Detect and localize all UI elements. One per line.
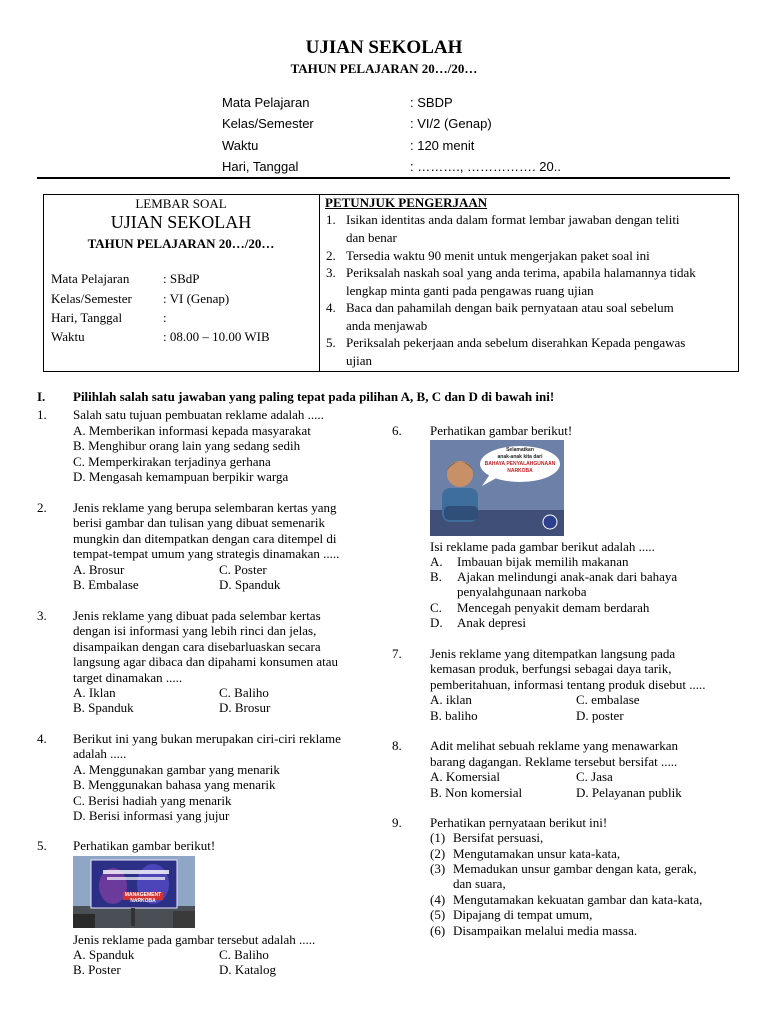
option-letter: C. <box>430 600 442 615</box>
question-text: adalah ..... <box>73 746 127 761</box>
option-c: Mencegah penyakit demam berdarah <box>457 600 650 615</box>
statement-number: (4) <box>430 892 446 907</box>
option-c: C. embalase <box>576 692 640 707</box>
question-number: 1. <box>37 407 47 422</box>
sheet-label-time: Waktu <box>51 329 85 344</box>
sheet-label-class: Kelas/Semester <box>51 291 132 306</box>
poster-caption-line: anak-anak kita dari <box>497 454 543 460</box>
option-a: Imbauan bijak memilih makanan <box>457 554 629 569</box>
poster-caption-line: NARKOBA <box>507 468 533 474</box>
option-letter: B. <box>430 569 442 584</box>
instructions-heading: PETUNJUK PENGERJAAN <box>325 195 488 210</box>
option-b: B. Embalase <box>73 577 139 592</box>
header-label-class: Kelas/Semester <box>222 116 314 131</box>
option-d: D. Katalog <box>219 962 277 977</box>
sheet-label: LEMBAR SOAL <box>135 196 227 211</box>
option-letter: A. <box>430 554 443 569</box>
question-text: kemasan produk, berfungsi sebagai daya tarik, <box>430 661 672 676</box>
option-b: B. Menghibur orang lain yang sedang sedih <box>73 438 301 453</box>
instruction-text: dan benar <box>346 230 397 245</box>
question-text: Perhatikan gambar berikut! <box>430 423 573 438</box>
instruction-num: 3. <box>326 265 336 280</box>
question-followup: Jenis reklame pada gambar tersebut adalah ..... <box>73 932 316 947</box>
header-label-subject: Mata Pelajaran <box>222 95 310 110</box>
sheet-value-date: : <box>163 310 167 325</box>
statement-text: Bersifat persuasi, <box>453 830 544 845</box>
option-b: B. Non komersial <box>430 785 523 800</box>
question-number: 2. <box>37 500 47 515</box>
question-number: 4. <box>37 731 47 746</box>
anti-drug-poster <box>430 440 564 536</box>
instruction-text: Isikan identitas anda dalam format lembar jawaban dengan teliti <box>346 212 680 227</box>
instruction-num: 5. <box>326 335 336 350</box>
question-text: Jenis reklame yang dibuat pada selembar kertas <box>73 608 321 623</box>
instruction-text: Periksalah naskah soal yang anda terima, apabila halamannya tidak <box>346 265 696 280</box>
option-b: B. Menggunakan bahasa yang menarik <box>73 777 276 792</box>
poster-caption <box>482 447 558 475</box>
statement-number: (1) <box>430 830 446 845</box>
question-text: barang dagangan. Reklame tersebut bersifat ..... <box>430 754 678 769</box>
instruction-num: 1. <box>326 212 336 227</box>
option-a: A. iklan <box>430 692 472 707</box>
billboard-photo <box>73 856 195 928</box>
option-d: Anak depresi <box>457 615 526 630</box>
sheet-value-subject: : SBdP <box>163 271 200 286</box>
header-value-class: : VI/2 (Genap) <box>410 116 492 131</box>
instruction-text: anda menjawab <box>346 318 428 333</box>
header-label-time: Waktu <box>222 138 259 153</box>
question-text: berisi gambar dan tulisan yang dibuat semenarik <box>73 515 325 530</box>
question-number: 5. <box>37 838 47 853</box>
question-number: 6. <box>392 423 402 438</box>
header-divider <box>37 177 730 179</box>
question-text: Jenis reklame yang ditempatkan langsung pada <box>430 646 676 661</box>
question-text: langsung agar dibaca dan dipahami konsumen atau <box>73 654 338 669</box>
question-number: 7. <box>392 646 402 661</box>
question-text: Adit melihat sebuah reklame yang menawarkan <box>430 738 678 753</box>
question-text: disampaikan dengan cara disebarluaskan secara <box>73 639 321 654</box>
header-value-time: : 120 menit <box>410 138 475 153</box>
statement-number: (5) <box>430 907 446 922</box>
option-b: B. Spanduk <box>73 700 134 715</box>
option-d: D. Mengasah kemampuan berpikir warga <box>73 469 289 484</box>
statement-text: dan suara, <box>453 876 506 891</box>
instruction-text: lengkap minta ganti pada pengawas ruang ujian <box>346 283 594 298</box>
option-d: D. Brosur <box>219 700 271 715</box>
sheet-value-time: : 08.00 – 10.00 WIB <box>163 329 270 344</box>
option-a: A. Spanduk <box>73 947 135 962</box>
sheet-label-subject: Mata Pelajaran <box>51 271 130 286</box>
statement-number: (2) <box>430 846 446 861</box>
statement-text: Mengutamakan kekuatan gambar dan kata-kata, <box>453 892 703 907</box>
question-text: Jenis reklame yang berupa selembaran kertas yang <box>73 500 337 515</box>
statement-text: Dipajang di tempat umum, <box>453 907 593 922</box>
statement-number: (6) <box>430 923 446 938</box>
billboard-text: MANAGEMENT NARKOBA <box>124 892 162 904</box>
instruction-num: 4. <box>326 300 336 315</box>
question-number: 9. <box>392 815 402 830</box>
option-d: D. Spanduk <box>219 577 281 592</box>
header-value-subject: : SBDP <box>410 95 453 110</box>
sheet-label-date: Hari, Tanggal <box>51 310 123 325</box>
instruction-text: Baca dan pahamilah dengan baik pernyataan atau soal sebelum <box>346 300 674 315</box>
page-title: UJIAN SEKOLAH <box>305 37 463 58</box>
option-b: B. Poster <box>73 962 121 977</box>
option-b-cont: penyalahgunaan narkoba <box>457 584 587 599</box>
option-d: D. Berisi informasi yang jujur <box>73 808 230 823</box>
option-c: C. Memperkirakan terjadinya gerhana <box>73 454 271 469</box>
question-text: tempat-tempat umum yang strategis dinamakan ..... <box>73 546 340 561</box>
option-a: A. Menggunakan gambar yang menarik <box>73 762 280 777</box>
poster-caption-line: Selamatkan <box>506 447 534 453</box>
option-c: C. Baliho <box>219 947 269 962</box>
option-b: B. baliho <box>430 708 478 723</box>
option-letter: D. <box>430 615 443 630</box>
option-d: D. Pelayanan publik <box>576 785 682 800</box>
section-instruction: Pilihlah salah satu jawaban yang paling tepat pada pilihan A, B, C dan D di bawah ini! <box>73 389 555 404</box>
option-a: A. Memberikan informasi kepada masyarakat <box>73 423 311 438</box>
instruction-num: 2. <box>326 248 336 263</box>
question-followup: Isi reklame pada gambar berikut adalah ..... <box>430 539 655 554</box>
question-text: Perhatikan pernyataan berikut ini! <box>430 815 608 830</box>
option-c: C. Berisi hadiah yang menarik <box>73 793 232 808</box>
question-text: target dinamakan ..... <box>73 670 183 685</box>
poster-caption-line: BAHAYA PENYALAHGUNAAN <box>484 461 556 467</box>
section-number: I. <box>37 389 46 404</box>
option-a: A. Brosur <box>73 562 125 577</box>
option-a: A. Komersial <box>430 769 501 784</box>
sheet-subtitle: TAHUN PELAJARAN 20…/20… <box>87 236 275 251</box>
option-a: A. Iklan <box>73 685 116 700</box>
option-c: C. Poster <box>219 562 267 577</box>
instruction-box-divider <box>319 194 320 372</box>
sheet-value-class: : VI (Genap) <box>163 291 230 306</box>
statement-text: Mengutamakan unsur kata-kata, <box>453 846 621 861</box>
question-text: pemberitahuan, informasi tentang produk disebut ..... <box>430 677 706 692</box>
page-subtitle: TAHUN PELAJARAN 20…/20… <box>290 61 478 76</box>
instruction-text: Tersedia waktu 90 menit untuk mengerjakan paket soal ini <box>346 248 650 263</box>
question-text: Perhatikan gambar berikut! <box>73 838 216 853</box>
question-text: dengan isi informasi yang lebih rinci dan jelas, <box>73 623 317 638</box>
option-d: D. poster <box>576 708 624 723</box>
question-text: mungkin dan ditempatkan dengan cara ditempel di <box>73 531 337 546</box>
instruction-text: Periksalah pekerjaan anda sebelum diserahkan Kepada pengawas <box>346 335 686 350</box>
statement-number: (3) <box>430 861 446 876</box>
header-label-date: Hari, Tanggal <box>222 159 299 174</box>
option-c: C. Jasa <box>576 769 613 784</box>
question-number: 3. <box>37 608 47 623</box>
statement-text: Memadukan unsur gambar dengan kata, gerak, <box>453 861 697 876</box>
statement-text: Disampaikan melalui media massa. <box>453 923 638 938</box>
option-b: Ajakan melindungi anak-anak dari bahaya <box>457 569 678 584</box>
question-text: Salah satu tujuan pembuatan reklame adalah ..... <box>73 407 324 422</box>
header-value-date: : ………., ……………. 20.. <box>410 159 561 174</box>
question-text: Berikut ini yang bukan merupakan ciri-ciri reklame <box>73 731 341 746</box>
instruction-text: ujian <box>346 353 372 368</box>
sheet-title: UJIAN SEKOLAH <box>110 212 252 232</box>
question-number: 8. <box>392 738 402 753</box>
option-c: C. Baliho <box>219 685 269 700</box>
